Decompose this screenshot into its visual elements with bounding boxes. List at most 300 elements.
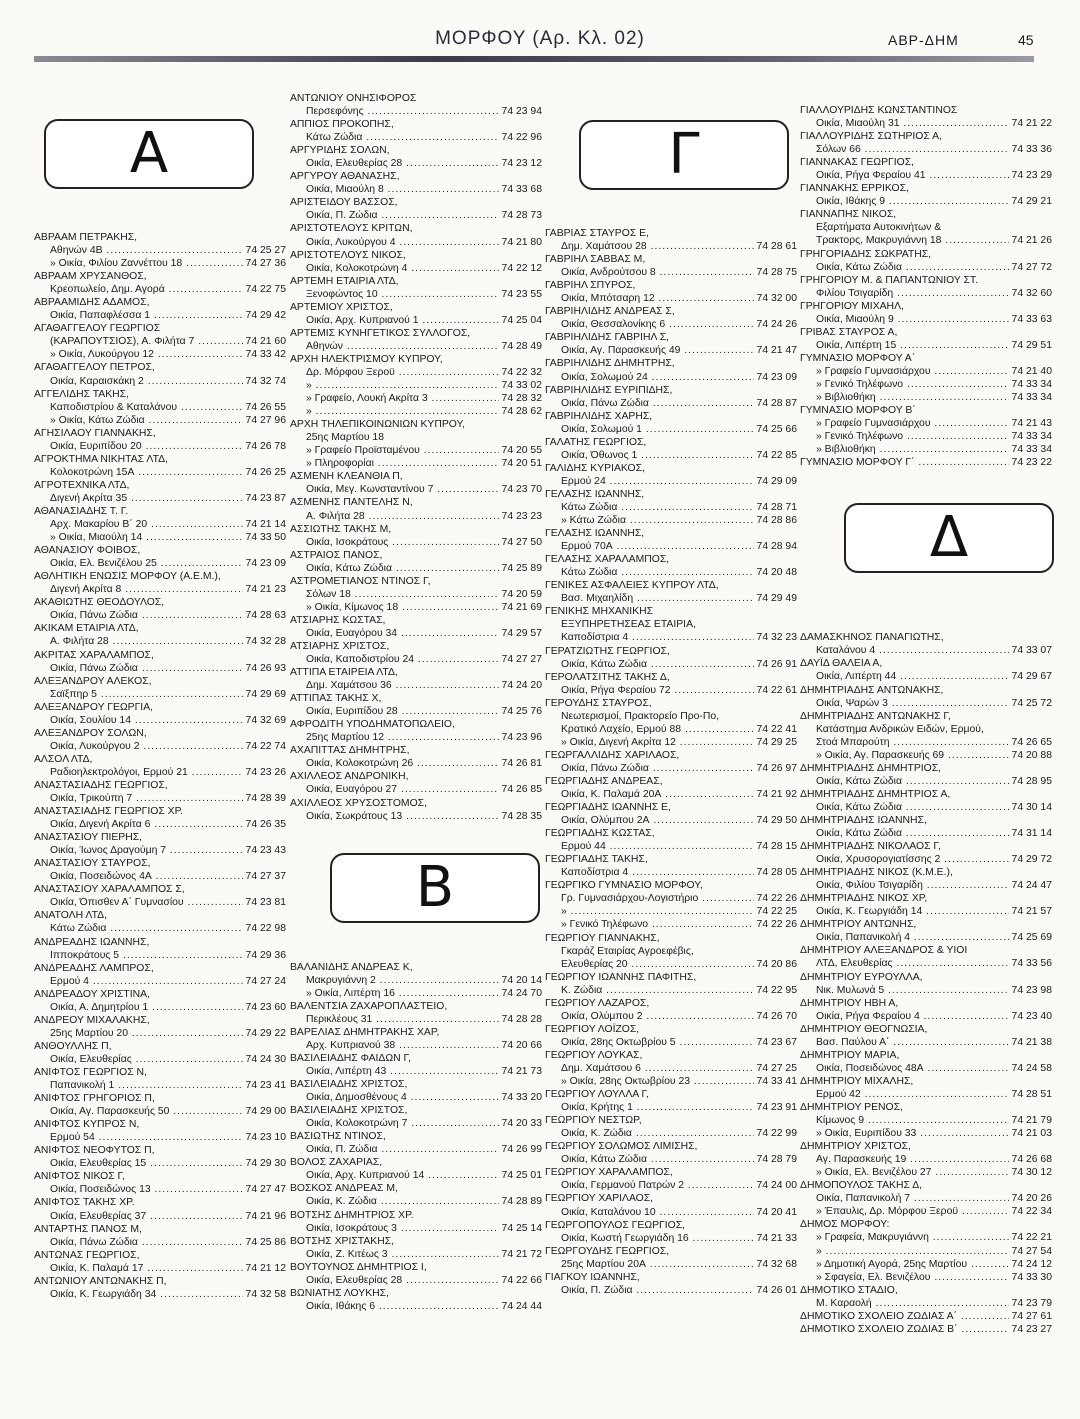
listing-text: Ερμού 4 ..... — [50, 975, 243, 988]
listing-text: Οικία, Πάνω Ζώδια ..... — [50, 662, 243, 675]
listing-text: Αρχ. Κυπριανού 38 ..... — [306, 1039, 499, 1052]
phone-number: 74 23 29 — [1011, 170, 1052, 182]
phone-number: 74 23 27 — [1011, 1323, 1052, 1335]
listing-name — [800, 971, 1052, 984]
listing-text: ΔΑΥΪΔ ΘΑΛΕΙΑ Α, — [800, 658, 883, 670]
listing-line — [290, 1274, 542, 1287]
listing-text: Οικία, Κάτω Ζώδια ..... — [816, 801, 1009, 814]
listing-text: ΑΠΠΙΟΣ ΠΡΟΚΟΠΗΣ, — [290, 119, 394, 131]
listing-text: ΑΝΤΩΝΙΟΥ ΟΝΗΣΙΦΟΡΟΣ — [290, 93, 417, 104]
listing-text: ΑΝΔΡΕΑΔΗΣ ΙΩΑΝΝΗΣ, — [34, 936, 150, 948]
listing-text: Καταλάνου 4 ..... — [816, 644, 1009, 657]
listing-text: ΑΚΑΘΙΩΤΗΣ ΘΕΟΔΟΥΛΟΣ, — [34, 597, 165, 609]
listing-name — [34, 805, 286, 818]
listing-text: Οικία, Ελευθερίας ..... — [50, 1053, 243, 1066]
listing-text: Οικία, Σουλίου 14 ..... — [50, 714, 243, 727]
listing-name — [34, 1014, 286, 1027]
listing-line — [800, 313, 1052, 326]
listing-text: ΑΤΤΙΠΑΣ ΤΑΚΗΣ Χ, — [290, 693, 382, 705]
listing-line — [545, 1258, 797, 1271]
listing-text: Οικία, Ζ. Κιτέως 3 ..... — [306, 1248, 499, 1261]
listing-text: Οικία, Ποσειδώνος 48Α ..... — [816, 1062, 1009, 1075]
listing-text: ΓΑΒΡΙΗΛ ΣΠΥΡΟΣ, — [545, 280, 636, 292]
listing-line — [545, 501, 797, 514]
listing-text: Σαϊξπηρ 5 ..... — [50, 688, 243, 701]
listing-line — [290, 627, 542, 640]
listing-name — [545, 932, 797, 945]
listing-text: Κάτω Ζώδια ..... — [561, 501, 754, 514]
listing-text: ΑΧΑΠΙΤΤΑΣ ΔΗΜΗΤΡΗΣ, — [290, 745, 410, 757]
listing-text: ΑΝΤΑΡΤΗΣ ΠΑΝΟΣ Μ, — [34, 1223, 142, 1235]
listing-text: Στοά Μπαρούτη ..... — [816, 736, 1009, 749]
listing-text: Οικία, Ελευθερίας 15 ..... — [50, 1157, 243, 1170]
page-title: ΜΟΡΦΟΥ (Αρ. Κλ. 02) — [435, 28, 645, 49]
phone-number: 74 28 63 — [245, 610, 286, 622]
listing-text: Οικία, Μπότσαρη 12 ..... — [561, 292, 754, 305]
phone-number: 74 24 20 — [501, 680, 542, 692]
listing-text: Οικία, Π. Ζώδια ..... — [561, 1284, 754, 1297]
listing-text: ΓΕΛΑΣΗΣ ΧΑΡΑΛΑΜΠΟΣ, — [545, 554, 670, 566]
listing-text: ΑΧΙΛΛΕΟΣ ΧΡΥΣΟΣΤΟΜΟΣ, — [290, 797, 427, 809]
listing-text: Κάτω Ζώδια ..... — [306, 131, 499, 144]
listing-line — [545, 344, 797, 357]
listing-name — [34, 1066, 286, 1079]
listing-line — [800, 287, 1052, 300]
listing-line — [545, 514, 797, 527]
phone-number: 74 33 68 — [501, 184, 542, 196]
listing-text: Οικία, Φιλίου Τσιγαρίδη ..... — [816, 879, 1009, 892]
listing-line — [290, 405, 542, 418]
listing-text: ΑΓΓΕΛΙΔΗΣ ΤΑΚΗΣ, — [34, 388, 129, 400]
listing-text: Οικία, Ολύμπου 2 ..... — [561, 1010, 754, 1023]
listing-name — [800, 130, 1052, 143]
phone-number: 74 23 60 — [245, 1001, 286, 1013]
listing-name — [290, 496, 542, 509]
listing-line — [34, 1157, 286, 1170]
listing-name — [34, 1092, 286, 1105]
listing-text: ΑΝΙΦΤΟΣ ΓΡΗΓΟΡΙΟΣ Π, — [34, 1093, 155, 1105]
listing-line — [34, 335, 286, 348]
phone-number: 74 29 42 — [245, 310, 286, 322]
listing-text: ΓΕΩΡΓΙΟΥ ΣΟΛΩΜΟΣ ΛΙΜΙΣΗΣ, — [545, 1141, 698, 1153]
listing-name — [290, 666, 542, 679]
listing-line — [34, 818, 286, 831]
phone-number: 74 23 81 — [245, 897, 286, 909]
listing-text: ΑΓΡΟΤΕΧΝΙΚΑ ΛΤΔ, — [34, 479, 130, 491]
phone-number: 74 25 89 — [501, 562, 542, 574]
phone-number: 74 28 73 — [501, 210, 542, 222]
listing-text: Οικία, Κάτω Ζώδια ..... — [306, 562, 499, 575]
listing-text: » Οικία, Φιλίου Ζαννέττου 18 ..... — [50, 257, 243, 270]
listing-name — [34, 622, 286, 635]
listing-name — [34, 1118, 286, 1131]
phone-number: 74 29 49 — [756, 593, 797, 605]
listing-text: Κρεοπωλείο, Δημ. Αγορά ..... — [50, 283, 243, 296]
listing-name — [290, 1156, 542, 1169]
listing-text: 25ης Μαρτίου 18 — [306, 432, 384, 444]
listing-text: Αθηνών 4Β ..... — [50, 244, 243, 257]
listing-line — [800, 378, 1052, 391]
listing-text: Οικία, Κάτω Ζώδια ..... — [561, 658, 754, 671]
listing-text: Οικία, Πάνω Ζώδια ..... — [561, 397, 754, 410]
listing-line — [800, 1258, 1052, 1271]
listing-line — [34, 375, 286, 388]
listing-text: Οικία, Μιαούλη 31 ..... — [816, 117, 1009, 130]
listing-text: ΑΡΤΕΜΙΟΥ ΧΡΙΣΤΟΣ, — [290, 301, 393, 313]
listing-text: Οικία, Ελευθερίας 37 ..... — [50, 1210, 243, 1223]
phone-number: 74 23 96 — [501, 732, 542, 744]
listing-line — [800, 1010, 1052, 1023]
listing-text: ΔΗΜΟΤΙΚΟ ΣΧΟΛΕΙΟ ΖΩΔΙΑΣ Α΄ ..... — [800, 1310, 1009, 1323]
phone-number: 74 23 23 — [501, 510, 542, 522]
listing-text: ΓΕΩΡΓΑΛΛΙΔΗΣ ΧΑΡΙΛΑΟΣ, — [545, 749, 680, 761]
listing-text: ΓΕΩΡΓΟΠΟΥΛΟΣ ΓΕΩΡΓΙΟΣ, — [545, 1219, 686, 1231]
listing-text: ΔΗΜΗΤΡΙΑΔΗΣ ΝΙΚΟΛΑΟΣ Γ, — [800, 841, 941, 853]
listing-line — [290, 366, 542, 379]
listing-name — [800, 918, 1052, 931]
listing-line — [34, 844, 286, 857]
listing-text: ΓΙΑΝΝΑΠΗΣ ΝΙΚΟΣ, — [800, 209, 897, 221]
listing-text: Δρ. Μόρφου Ξεροϋ ..... — [306, 366, 499, 379]
listing-line — [34, 792, 286, 805]
listing-line — [34, 740, 286, 753]
listing-text: Οικία, Καραισκάκη 2 ..... — [50, 375, 243, 388]
listing-name — [34, 231, 286, 244]
phone-number: 74 24 00 — [756, 1180, 797, 1192]
listing-text: Οικία, 28ης Οκτωβρίου 5 ..... — [561, 1036, 754, 1049]
listing-name — [545, 527, 797, 540]
listing-line — [34, 975, 286, 988]
listing-text: Οικία, Ευριπίδου 28 ..... — [306, 705, 499, 718]
listing-text: Οικία, Λυκούργου 2 ..... — [50, 740, 243, 753]
listing-text: Οικία, Παπαφλέσσα 1 ..... — [50, 309, 243, 322]
listing-name — [545, 997, 797, 1010]
listing-text: » Οικία, Κίμωνος 18 ..... — [306, 601, 499, 614]
listing-name — [290, 718, 542, 731]
listing-name — [34, 544, 286, 557]
phone-number: 74 22 74 — [245, 740, 286, 752]
listing-line — [545, 1206, 797, 1219]
listing-line — [545, 397, 797, 410]
listing-name — [290, 1052, 542, 1065]
listing-text: Οικία, Καποδιστρίου 24 ..... — [306, 653, 499, 666]
listing-name — [290, 470, 542, 483]
listing-text: ΑΡΓΥΡΙΔΗΣ ΣΟΛΩΝ, — [290, 145, 390, 157]
phone-number: 74 28 89 — [501, 1196, 542, 1208]
listing-text: ΑΛΕΞΑΝΔΡΟΥ ΣΟΛΩΝ, — [34, 727, 147, 739]
phone-number: 74 33 07 — [1011, 645, 1052, 657]
listing-text: Οικία, Ευαγόρου 27 ..... — [306, 783, 499, 796]
listing-text: » ..... — [306, 379, 499, 392]
listing-name — [34, 296, 286, 309]
listing-text: Κίμωνος 9 ..... — [816, 1114, 1009, 1127]
phone-number: 74 24 47 — [1011, 880, 1052, 892]
listing-text: ΓΥΜΝΑΣΙΟ ΜΟΡΦΟΥ Β΄ — [800, 405, 916, 417]
listing-line — [290, 510, 542, 523]
listing-text: ΑΣΜΕΝΗ ΚΛΕΑΝΘΙΑ Π, — [290, 471, 403, 483]
listing-text: Κάτω Ζώδια ..... — [561, 566, 754, 579]
listing-name — [290, 614, 542, 627]
listing-text: Εξαρτήματα Αυτοκινήτων & — [816, 222, 942, 234]
listing-name — [34, 988, 286, 1001]
listing-line — [34, 714, 286, 727]
listing-text: ΔΗΜΗΤΡΙΟΥ ΘΕΟΓΝΩΣΙΑ, — [800, 1023, 928, 1035]
phone-number: 74 21 33 — [756, 1232, 797, 1244]
phone-number: 74 28 79 — [756, 1154, 797, 1166]
listing-line — [545, 710, 797, 723]
listing-line — [290, 105, 542, 118]
listing-text: ΔΗΜΗΤΡΙΟΥ ΑΝΤΩΝΗΣ, — [800, 919, 917, 931]
listing-line — [800, 749, 1052, 762]
listing-text: Ραδιοηλεκτρολόγοι, Ερμού 21 ..... — [50, 766, 243, 779]
listing-line — [290, 288, 542, 301]
listing-text: » Οικία, Ελ. Βενιζέλου 27 ..... — [816, 1166, 1009, 1179]
phone-number: 74 22 85 — [756, 449, 797, 461]
listing-text: » Βιβλιοθήκη ..... — [816, 443, 1009, 456]
phone-number: 74 25 66 — [756, 423, 797, 435]
listing-text: » Γραφεία, Μακρυγιάννη ..... — [816, 1231, 1009, 1244]
listing-line — [545, 1101, 797, 1114]
listing-line — [34, 283, 286, 296]
listing-text: Καποδίστρια 4 ..... — [561, 866, 754, 879]
listing-name — [800, 1140, 1052, 1153]
listing-line — [800, 905, 1052, 918]
listing-line — [290, 653, 542, 666]
listing-line — [545, 240, 797, 253]
listing-text: ΓΡΗΓΟΡΙΟΥ Μ. & ΠΑΠΑΝΤΩΝΙΟΥ ΣΤ. — [800, 274, 978, 286]
phone-number: 74 21 12 — [245, 1262, 286, 1274]
listing-line — [34, 609, 286, 622]
listing-text: ΔΗΜΗΤΡΙΟΥ ΗΒΗ Α, — [800, 997, 899, 1009]
phone-number: 74 21 40 — [1011, 365, 1052, 377]
phone-number: 74 21 57 — [1011, 906, 1052, 918]
phone-number: 74 20 86 — [756, 958, 797, 970]
phone-number: 74 30 14 — [1011, 801, 1052, 813]
listing-text: ΑΝΑΣΤΑΣΙΑΔΗΣ ΓΕΩΡΓΙΟΣ, — [34, 779, 168, 791]
phone-number: 74 21 03 — [1011, 1128, 1052, 1140]
phone-number: 74 25 69 — [1011, 932, 1052, 944]
listing-line — [290, 431, 542, 444]
listing-text: Οικία, Κ. Γεωργιάδη 14 ..... — [816, 905, 1009, 918]
listing-line — [800, 1088, 1052, 1101]
listing-text: Ερμού 54 ..... — [50, 1131, 243, 1144]
listing-name — [800, 631, 1052, 644]
listing-name — [290, 797, 542, 810]
listing-text: Οικία, Καταλάνου 10 ..... — [561, 1206, 754, 1219]
listing-text: Α. Φιλήτα 28 ..... — [50, 635, 243, 648]
listing-text: ΓΕΩΡΓΙΟΥ ΛΑΖΑΡΟΣ, — [545, 997, 650, 1009]
listing-text: ΑΝΔΡΕΑΔΗΣ ΛΑΜΠΡΟΣ, — [34, 962, 154, 974]
phone-number: 74 28 86 — [756, 515, 797, 527]
phone-number: 74 21 92 — [756, 789, 797, 801]
listing-name — [34, 570, 286, 583]
phone-number: 74 23 22 — [1011, 457, 1052, 469]
listing-name — [290, 770, 542, 783]
listing-line — [545, 449, 797, 462]
phone-number: 74 28 95 — [1011, 775, 1052, 787]
listing-text: ΑΡΤΕΜΗ ΕΤΑΙΡΙΑ ΛΤΔ, — [290, 275, 399, 287]
listing-name — [800, 1049, 1052, 1062]
listing-name — [290, 144, 542, 157]
listing-text: Σόλων 66 ..... — [816, 143, 1009, 156]
listing-text: ΑΓΗΣΙΛΑΟΥ ΓΙΑΝΝΑΚΗΣ, — [34, 427, 156, 439]
listing-text: Κ. Ζώδια ..... — [561, 984, 754, 997]
phone-number: 74 26 97 — [756, 762, 797, 774]
phone-number: 74 25 14 — [501, 1222, 542, 1234]
phone-number: 74 23 94 — [501, 106, 542, 118]
listing-name — [545, 305, 797, 318]
listing-line — [290, 209, 542, 222]
letter-heading-beta: Β — [330, 853, 540, 923]
listing-line — [290, 562, 542, 575]
listing-line — [545, 540, 797, 553]
phone-number: 74 26 25 — [245, 466, 286, 478]
listing-line — [290, 679, 542, 692]
listing-name — [290, 92, 542, 105]
listing-text: » ..... — [306, 405, 499, 418]
phone-number: 74 28 51 — [1011, 1088, 1052, 1100]
listing-name — [290, 523, 542, 536]
listing-text: Οικία, Όπισθεν Α΄ Γυμνασίου ..... — [50, 896, 243, 909]
listing-name — [800, 326, 1052, 339]
phone-number: 74 22 26 — [756, 893, 797, 905]
listing-text: » Οικία, Αγ. Παρασκευής 69 ..... — [816, 749, 1009, 762]
listing-name — [545, 1219, 797, 1232]
listing-name — [800, 657, 1052, 670]
phone-number: 74 33 36 — [1011, 144, 1052, 156]
listing-line — [290, 444, 542, 457]
column-4 — [800, 92, 1052, 1336]
listing-name — [545, 1140, 797, 1153]
listing-name — [34, 505, 286, 518]
phone-number: 74 32 74 — [245, 375, 286, 387]
listing-name — [800, 1101, 1052, 1114]
listing-line — [290, 1039, 542, 1052]
listing-line — [290, 1222, 542, 1235]
listing-text: ΑΝΑΣΤΑΣΙΟΥ ΣΤΑΥΡΟΣ, — [34, 858, 151, 870]
phone-number: 74 21 79 — [1011, 1115, 1052, 1127]
listing-line — [290, 757, 542, 770]
listing-line — [34, 531, 286, 544]
phone-number: 74 23 41 — [245, 1080, 286, 1092]
listing-text: Οικία, Κ. Παλαμά 17 ..... — [50, 1262, 243, 1275]
listing-text: ΔΗΜΗΤΡΙΑΔΗΣ ΝΙΚΟΣ (Κ.Μ.Ε.), — [800, 867, 953, 879]
phone-number: 74 29 25 — [756, 736, 797, 748]
listing-text: Αρχ. Μακαρίου Β΄ 20 ..... — [50, 518, 243, 531]
listing-name — [800, 684, 1052, 697]
phone-number: 74 23 91 — [756, 1102, 797, 1114]
listing-line — [545, 1036, 797, 1049]
listing-line — [290, 987, 542, 1000]
listing-text: Οικία, Δημοσθένους 4 ..... — [306, 1091, 499, 1104]
listing-line — [545, 1232, 797, 1245]
listing-line — [34, 583, 286, 596]
phone-number: 74 29 00 — [245, 1106, 286, 1118]
listing-text: Οικία, Πάνω Ζώδια ..... — [50, 1236, 243, 1249]
listing-text: » Βιβλιοθήκη ..... — [816, 391, 1009, 404]
listing-text: ΔΑΜΑΣΚΗΝΟΣ ΠΑΝΑΓΙΩΤΗΣ, — [800, 632, 944, 644]
listing-line — [800, 1205, 1052, 1218]
listing-text: » Σφαγεία, Ελ. Βενιζέλου ..... — [816, 1271, 1009, 1284]
phone-number: 74 21 72 — [501, 1248, 542, 1260]
phone-number: 74 21 73 — [501, 1066, 542, 1077]
listing-text: Ερμού 70Α ..... — [561, 540, 754, 553]
phone-number: 74 21 14 — [245, 519, 286, 531]
listing-line — [34, 1288, 286, 1301]
listing-text: Οικία, Κάτω Ζώδια ..... — [816, 775, 1009, 788]
listing-text: ΑΘΑΝΑΣΙΑΔΗΣ Τ. Γ. — [34, 505, 129, 517]
phone-number: 74 26 01 — [756, 1284, 797, 1296]
listing-text: ΓΕΛΑΣΗΣ ΙΩΑΝΝΗΣ, — [545, 528, 645, 540]
listing-text: ΑΣΣΙΩΤΗΣ ΤΑΚΗΣ Μ, — [290, 523, 392, 535]
listing-text: ΔΗΜΟΤΙΚΟ ΣΤΑΔΙΟ, — [800, 1284, 898, 1296]
listing-text: Οικία, Ελευθερίας 28 ..... — [306, 1274, 499, 1287]
phone-number: 74 21 43 — [1011, 418, 1052, 430]
listing-text: » Πληροφορίαι ..... — [306, 457, 499, 470]
listing-line — [545, 958, 797, 971]
listing-text: ΔΗΜΗΤΡΙΟΥ ΕΥΡΟΥΛΛΑ, — [800, 971, 923, 983]
listing-text: Οικία, Ρήγα Φεραίου 72 ..... — [561, 684, 754, 697]
listing-line — [290, 810, 542, 823]
listing-name — [800, 248, 1052, 261]
listing-text: ΓΕΩΡΓΙΟΥ ΙΩΑΝΝΗΣ ΠΑΦΙΤΗΣ, — [545, 971, 697, 983]
listing-text: ΔΗΜΟΤΙΚΟ ΣΧΟΛΕΙΟ ΖΩΔΙΑΣ Β΄ ..... — [800, 1323, 1009, 1336]
phone-number: 74 20 48 — [756, 567, 797, 579]
listing-line — [290, 131, 542, 144]
listing-line — [34, 922, 286, 935]
listing-text: Οικία, Ποσειδώνος 13 ..... — [50, 1183, 243, 1196]
listing-text: Οικία, Κολοκοτρώνη 26 ..... — [306, 757, 499, 770]
listing-line — [34, 662, 286, 675]
listing-name — [545, 410, 797, 423]
listing-text: Οικία, Ολύμπου 2Α ..... — [561, 814, 754, 827]
listing-line — [34, 896, 286, 909]
listing-line — [290, 1065, 542, 1078]
listing-text: Οικία, Διγενή Ακρίτα 6 ..... — [50, 818, 243, 831]
listing-name — [290, 1000, 542, 1013]
listing-line — [800, 143, 1052, 156]
listing-text: ΑΡΙΣΤΟΤΕΛΟΥΣ ΚΡΙΤΩΝ, — [290, 223, 413, 235]
listing-name — [545, 1192, 797, 1205]
listing-line — [800, 775, 1052, 788]
listing-text: Τρακτορς, Μακρυγιάννη 18 ..... — [816, 234, 1009, 247]
listing-text: ΒΟΤΣΗΣ ΔΗΜΗΤΡΙΟΣ ΧΡ. — [290, 1209, 414, 1221]
listing-text: ΓΕΩΡΓΙΑΔΗΣ ΑΝΔΡΕΑΣ, — [545, 775, 663, 787]
listing-text: ΓΕΝΙΚΗΣ ΜΗΧΑΝΙΚΗΣ — [545, 606, 654, 618]
listing-text: Οικία, Γερμανού Πατρών 2 ..... — [561, 1179, 754, 1192]
listing-text: Οικία, Αγ. Παρασκευής 50 ..... — [50, 1105, 243, 1118]
listing-name — [34, 727, 286, 740]
listing-name — [545, 749, 797, 762]
phone-number: 74 29 36 — [245, 949, 286, 961]
listing-line — [800, 391, 1052, 404]
column-3 — [545, 92, 797, 1297]
listing-text: Κρατικό Λαχείο, Ερμού 88 ..... — [561, 723, 754, 736]
listing-line — [800, 1231, 1052, 1244]
listing-text: Οικία, Αρχ. Κυπριανού 1 ..... — [306, 314, 499, 327]
phone-number: 74 28 71 — [756, 501, 797, 513]
listing-text: Οικία, Σολωμού 1 ..... — [561, 423, 754, 436]
listing-line — [34, 244, 286, 257]
listing-text: Οικία, Παπανικολή 4 ..... — [816, 931, 1009, 944]
listing-text: ΔΗΜΗΤΡΙΑΔΗΣ ΙΩΑΝΝΗΣ, — [800, 814, 927, 826]
listing-line — [290, 705, 542, 718]
phone-number: 74 22 25 — [756, 906, 797, 918]
listing-text: ΔΗΜΗΤΡΙΟΥ ΡΕΝΟΣ, — [800, 1102, 903, 1113]
phone-number: 74 23 10 — [245, 1132, 286, 1144]
listing-line — [800, 827, 1052, 840]
listing-text: Οικία, Σολωμού 24 ..... — [561, 371, 754, 384]
